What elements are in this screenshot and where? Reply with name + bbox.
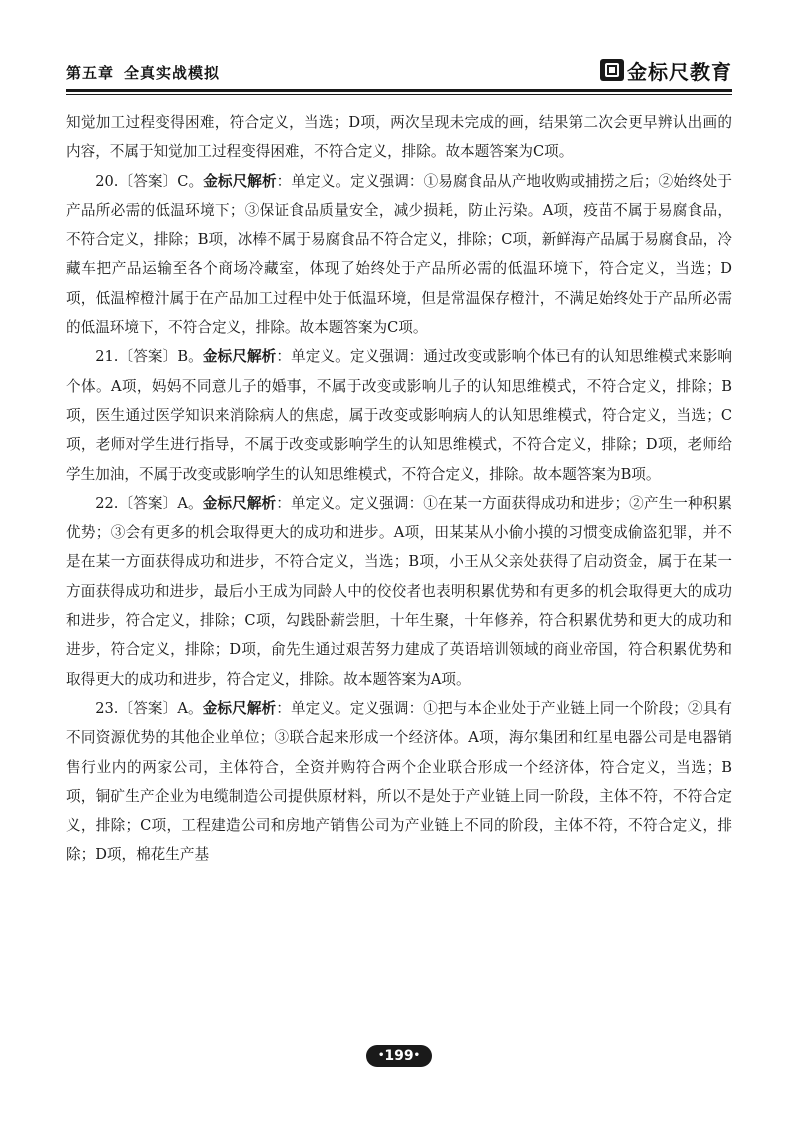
answer-item-21 bbox=[66, 342, 732, 488]
question-number: 22. bbox=[95, 494, 119, 512]
answer-item-22 bbox=[66, 489, 732, 694]
brand-name: 金标尺教育 bbox=[627, 59, 732, 84]
analysis-label: 金标尺解析 bbox=[202, 699, 277, 717]
analysis-label: 金标尺解析 bbox=[202, 348, 277, 366]
answer-explanations bbox=[66, 108, 732, 870]
analysis-text: ：单定义。定义强调：①把与本企业处于产业链上同一个阶段；②具有不同资源优势的其他企业单位；③联合起来形成一个经济体。A项，海尔集团和红星电器公司是电器销售行业内的两家公司，主体符合，全资并购符合两个企业联合形成一个经济体，符合定义，当选；B项，铜矿生产企业为电缆制造公司提供原材料，所以不是处于产业链上同一阶段，主体不符，不符合定义，排除；C项，工程建造公司和房地产销售公司为产业链上不同的阶段，主体不符，不符合定义，排除；D项，棉花生产基 bbox=[66, 699, 732, 864]
brand-logo bbox=[600, 56, 732, 84]
bullet-dot-icon: • bbox=[413, 1050, 421, 1061]
answer-tag: 〔答案〕A。 bbox=[118, 494, 203, 512]
page-number bbox=[366, 1045, 432, 1067]
header-rule-thin bbox=[66, 94, 732, 95]
answer-tag: 〔答案〕A。 bbox=[118, 699, 203, 717]
brand-mark-icon bbox=[600, 59, 624, 81]
question-number: 21. bbox=[95, 348, 119, 366]
answer-item-20 bbox=[66, 167, 732, 343]
paragraph-continued bbox=[66, 108, 732, 167]
answer-tag: 〔答案〕B。 bbox=[118, 348, 203, 366]
answer-tag: 〔答案〕C。 bbox=[118, 172, 204, 190]
chapter-number: 第五章 bbox=[66, 64, 115, 82]
header-rule bbox=[66, 89, 732, 92]
chapter-heading bbox=[66, 62, 220, 83]
page-header bbox=[66, 56, 732, 86]
question-number: 20. bbox=[95, 172, 119, 190]
question-number: 23. bbox=[95, 699, 119, 717]
bullet-dot-icon: • bbox=[377, 1050, 385, 1061]
answer-item-23 bbox=[66, 694, 732, 870]
page-number-text: 199 bbox=[384, 1048, 414, 1064]
paragraph-text: 知觉加工过程变得困难，符合定义，当选；D项，两次呈现未完成的画，结果第二次会更早辨认出画的内容，不属于知觉加工过程变得困难，不符合定义，排除。故本题答案为C项。 bbox=[66, 114, 732, 161]
analysis-label: 金标尺解析 bbox=[203, 172, 277, 190]
analysis-text: ：单定义。定义强调：①在某一方面获得成功和进步；②产生一种积累优势；③会有更多的机会取得更大的成功和进步。A项，田某某从小偷小摸的习惯变成偷盗犯罪，并不是在某一方面获得成功和进步，不符合定义，当选；B项，小王从父亲处获得了启动资金，属于在某一方面获得成功和进步，最后小王成为同龄人中的佼佼者也表明积累优势和有更多的机会取得更大的成功和进步，符合定义，排除；C项，勾践卧薪尝胆，十年生聚，十年修养，符合积累优势和更大的成功和进步，符合定义，排除；D项，俞先生通过艰苦努力建成了英语培训领域的商业帝国，符合积累优势和取得更大的成功和进步，符合定义，排除。故本题答案为A项。 bbox=[66, 494, 732, 688]
chapter-title: 全真实战模拟 bbox=[124, 64, 221, 82]
analysis-label: 金标尺解析 bbox=[202, 494, 277, 512]
analysis-text: ：单定义。定义强调：通过改变或影响个体已有的认知思维模式来影响个体。A项，妈妈不同意儿子的婚事，不属于改变或影响儿子的认知思维模式，不符合定义，排除；B项，医生通过医学知识来消除病人的焦虑，属于改变或影响病人的认知思维模式，符合定义，当选；C项，老师对学生进行指导，不属于改变或影响学生的认知思维模式，不符合定义，排除；D项，老师给学生加油，不属于改变或影响学生的认知思维模式，不符合定义，排除。故本题答案为B项。 bbox=[66, 348, 732, 483]
analysis-text: ：单定义。定义强调：①易腐食品从产地收购或捕捞之后；②始终处于产品所必需的低温环境下；③保证食品质量安全，减少损耗，防止污染。A项，疫苗不属于易腐食品，不符合定义，排除；B项，冰棒不属于易腐食品不符合定义，排除；C项，新鲜海产品属于易腐食品，冷藏车把产品运输至各个商场冷藏室，体现了始终处于产品所必需的低温环境下，符合定义，当选；D项，低温榨橙汁属于在产品加工过程中处于低温环境，但是常温保存橙汁，不满足始终处于产品所必需的低温环境下，不符合定义，排除。故本题答案为C项。 bbox=[66, 172, 732, 337]
